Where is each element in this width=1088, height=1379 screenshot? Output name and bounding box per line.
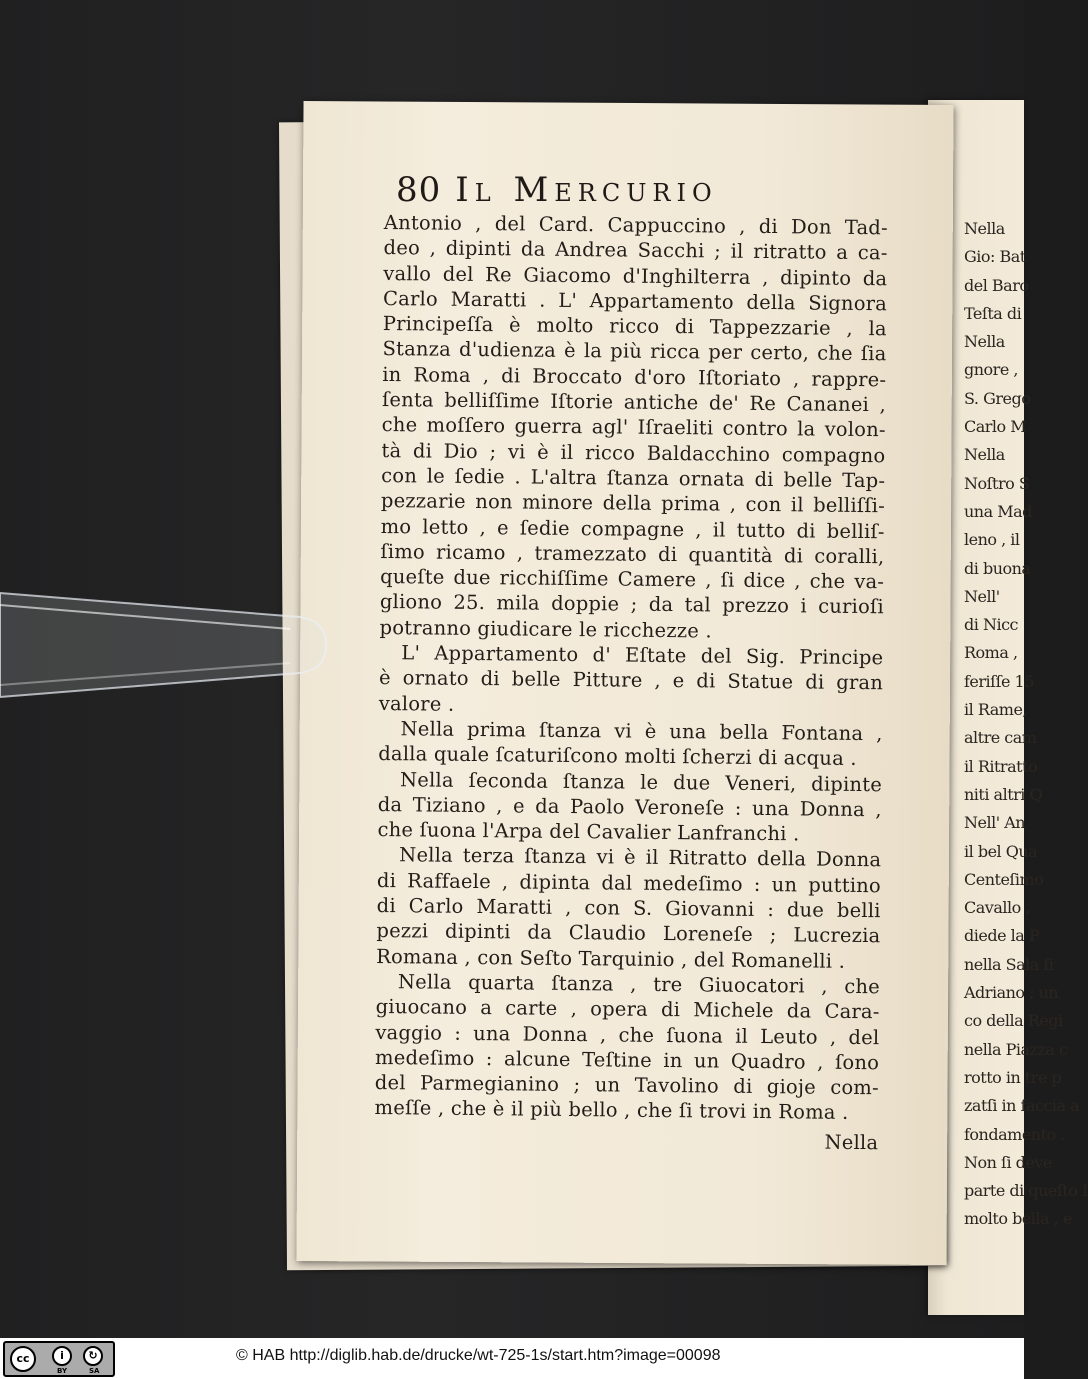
facing-text-line: di buona	[964, 558, 1031, 578]
cc-icon: cc	[10, 1346, 36, 1372]
facing-text-line: nella Sala ſi	[964, 954, 1054, 974]
text-line: potranno giudicare le ricchezze .	[379, 615, 712, 643]
text-line: pezzi dipinti da Claudio Loreneſe ; Lucrezia	[376, 919, 881, 948]
text-line: valore .	[378, 691, 455, 716]
body-text	[374, 210, 888, 1155]
footer-credit: © HAB http://diglib.hab.de/drucke/wt-725-1s/start.htm?image=00098	[236, 1347, 721, 1364]
text-line: giuocano a carte , opera di Michele da Cara-	[375, 995, 880, 1024]
text-line: meſſe , che è il più bello , che ſi trovi in Roma .	[374, 1096, 849, 1125]
text-line: Stanza d'udienza è la più ricca per certo, che ſia	[382, 337, 887, 366]
facing-text-line: co della Regi	[964, 1011, 1063, 1031]
page-clip	[0, 585, 330, 705]
facing-text-line: Teſta di	[964, 303, 1022, 323]
text-line: mo letto , e ſedie compagne , il tutto di belliſ-	[380, 514, 885, 543]
facing-text-line: diede la P	[964, 926, 1040, 946]
text-line: Antonio , del Card. Cappuccino , di Don Tad-	[383, 210, 888, 240]
facing-text-line: Adriano ; un	[964, 983, 1059, 1003]
cc-license-badge[interactable]	[3, 1341, 115, 1377]
facing-text-line: leno , il	[964, 530, 1020, 550]
facing-text-line: zatſi in faccia a	[964, 1096, 1080, 1116]
facing-text-line: S. Grego	[964, 388, 1031, 408]
text-line: è ornato di belle Pitture , e di Statue di gran	[378, 666, 884, 695]
facing-text-line: il Ritratto	[964, 756, 1038, 776]
sa-label: SA	[89, 1367, 100, 1375]
facing-text-line: Non ſi deve	[964, 1152, 1052, 1172]
text-line: che moſſero guerra agl' Iſraeliti contro la volon-	[381, 413, 886, 442]
text-line: medeſimo : alcune Teſtine in un Quadro , ſono	[375, 1045, 880, 1075]
text-line: ſenta belliſſime Iſtorie antiche de' Re Cananei ,	[381, 388, 887, 417]
text-line: vaggio : una Donna , che ſuona il Leuto , del	[375, 1020, 880, 1049]
facing-text-line: Cavallo ,	[964, 898, 1030, 918]
facing-text-line: il bel Qua	[964, 841, 1038, 861]
facing-text-line: Nell'	[964, 586, 1000, 606]
text-line: Carlo Maratti . L' Appartamento della Signora	[382, 286, 888, 316]
facing-text-line: il Rame,	[964, 700, 1027, 720]
text-line: da Tiziano , e da Paolo Veroneſe : una Donna ,	[377, 792, 882, 822]
text-line: Romana , con Seſto Tarquinio , del Romanelli .	[376, 944, 846, 973]
facing-text-line: Nell' An	[964, 813, 1026, 833]
text-line: con le ſedie . L'altra ſtanza ornata di belle Tap-	[381, 463, 886, 493]
facing-text-line: Nella	[964, 445, 1005, 465]
facing-text-line: Centeſimo	[964, 869, 1044, 889]
text-line: pezzarie non minore della prima , con il belliſſi-	[380, 489, 886, 518]
text-line: ſimo ricamo , tramezzato di quantità di coralli,	[380, 539, 885, 569]
text-line: del Parmegianino ; un Tavolino di gioje com-	[374, 1071, 879, 1100]
text-line: in Roma , di Broccato d'oro Iſtoriato , rappre-	[382, 362, 887, 392]
text-line: di Carlo Maratti , con S. Giovanni : due belli	[376, 893, 881, 923]
text-line: Nella ſeconda ſtanza le due Veneri, dipinte	[399, 767, 883, 796]
facing-text-line: feriſſe 15	[964, 671, 1034, 691]
by-icon: i	[52, 1346, 72, 1366]
facing-text-line: del Baro	[964, 275, 1029, 295]
facing-text-line: gnore ,	[964, 360, 1018, 380]
facing-text-line: una Mad	[964, 501, 1032, 521]
facing-text-line: Noſtro S	[964, 473, 1030, 493]
facing-text-line: rotto in tre p	[964, 1067, 1062, 1087]
facing-text-line: Nella	[964, 332, 1005, 352]
sa-icon: ↻	[83, 1346, 103, 1366]
text-line: gliono 25. mila doppie ; da tal prezzo i curioſi	[379, 590, 884, 619]
facing-text-line: Nella	[964, 219, 1005, 238]
text-line: Nella prima ſtanza vi è una bella Fontana ,	[400, 717, 883, 746]
facing-text-line: nella Piazza c	[964, 1039, 1068, 1059]
facing-text-line: Gio: Bat	[964, 247, 1026, 267]
text-line: vallo del Re Giacomo d'Inghilterra , dipinto da	[383, 261, 888, 290]
text-line: dalla quale ſcaturiſcono molti ſcherzi di acqua .	[378, 742, 857, 771]
text-line: queſte due ricchiſſime Camere , ſi dice , che va-	[380, 565, 885, 594]
facing-text-line: fondamento .	[964, 1124, 1065, 1144]
facing-text-line: di Nicc	[964, 615, 1018, 635]
text-line: L' Appartamento d' Eſtate del Sig. Principe	[401, 641, 884, 670]
facing-text-line: parte di queſto I	[964, 1181, 1088, 1201]
facing-text-line: Roma ,	[964, 643, 1018, 663]
text-line: che ſuona l'Arpa del Cavalier Lanfranchi .	[377, 818, 800, 846]
text-line: tà di Dio ; vi è il ricco Baldacchino compagno	[381, 438, 886, 467]
running-header	[396, 170, 876, 210]
running-title: Il Mercurio	[455, 170, 718, 210]
text-line: deo , dipinti da Andrea Sacchi ; il ritratto a ca-	[383, 236, 888, 265]
facing-text-line: Carlo M	[964, 417, 1027, 437]
facing-text-line: niti altri Q	[964, 784, 1043, 804]
facing-page-text	[964, 215, 1088, 1234]
text-line: Nella terza ſtanza vi è il Ritratto della Donna	[399, 843, 882, 872]
text-line: Nella quarta ſtanza , tre Giuocatori , che	[397, 970, 881, 999]
page-number: 80	[396, 170, 442, 210]
facing-text-line: molto bella , e	[964, 1209, 1072, 1229]
text-line: Principeſſa è molto ricco di Tappezzarie , la	[382, 312, 887, 341]
by-label: BY	[57, 1367, 68, 1375]
facing-text-line: altre cam	[964, 728, 1037, 748]
text-line: di Raffaele , dipinta dal medeſimo : un puttino	[376, 868, 882, 897]
catchword: Nella	[824, 1130, 879, 1154]
